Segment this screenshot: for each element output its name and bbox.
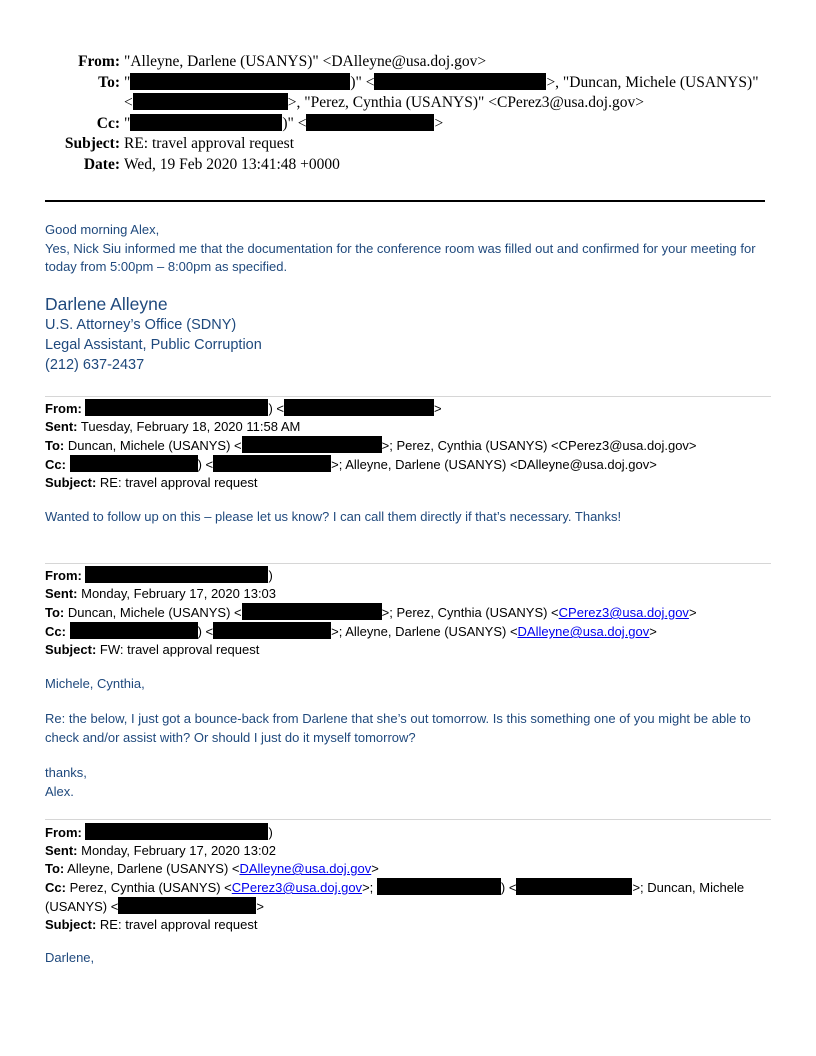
text-fragment: >; Perez, Cynthia (USANYS) < (381, 605, 559, 620)
email3-cc-row (45, 622, 775, 641)
header-cc-row (0, 114, 816, 135)
email2-subject-label: Subject: (45, 475, 97, 490)
text-fragment: ) < (197, 624, 214, 639)
header-to-row (0, 73, 816, 94)
header-from-label: From: (78, 53, 120, 70)
redaction-block (213, 622, 331, 639)
text-fragment: > (256, 899, 264, 914)
text-fragment: >; Alleyne, Darlene (USANYS) <DAlleyne@usa.doj.gov> (331, 457, 657, 472)
message1-greeting: Good morning Alex, (45, 222, 160, 237)
email2-sent-label: Sent: (45, 419, 78, 434)
email3-sent-value: Monday, February 17, 2020 13:03 (81, 586, 277, 601)
text-fragment: " (124, 73, 131, 91)
redaction-block (118, 897, 256, 914)
email4-from-row (45, 823, 775, 842)
email2-subject-row (45, 474, 775, 492)
text-fragment: >; Alleyne, Darlene (USANYS) < (331, 624, 518, 639)
email4-from-label: From: (45, 825, 82, 840)
email3-subject-label: Subject: (45, 642, 97, 657)
email2-from-row (45, 399, 775, 418)
text-fragment: ) < (500, 880, 517, 895)
text-fragment: ) < (197, 457, 214, 472)
email2-meta (45, 399, 775, 492)
text-fragment: > (688, 605, 697, 620)
signature-phone: (212) 637-2437 (45, 357, 145, 373)
email2-from-label: From: (45, 401, 82, 416)
text-fragment: > (371, 861, 379, 876)
redaction-block (130, 114, 282, 131)
email2-divider (45, 396, 771, 397)
text-fragment: < (124, 94, 133, 111)
signature-name: Darlene Alleyne (45, 294, 168, 314)
header-subject-row (0, 134, 816, 155)
text-fragment: > (434, 114, 444, 132)
text-fragment: (USANYS) < (45, 899, 119, 914)
email3-closing-block (45, 764, 775, 801)
email4-cc-row (45, 878, 775, 897)
redaction-block (85, 823, 268, 840)
email4-to-link[interactable]: DAlleyne@usa.doj.gov (239, 861, 372, 876)
email4-cc-row-cont (45, 897, 775, 916)
text-fragment: >; (362, 880, 377, 895)
email4-greeting: Darlene, (45, 950, 95, 965)
email3-to-link[interactable]: CPerez3@usa.doj.gov (558, 605, 689, 620)
redaction-block (70, 455, 198, 472)
email4-sent-value: Monday, February 17, 2020 13:02 (81, 843, 277, 858)
signature-block (45, 293, 262, 375)
redaction-block (133, 93, 288, 110)
signature-office: U.S. Attorney’s Office (SDNY) (45, 317, 237, 333)
email4-to-row (45, 860, 775, 878)
header-divider (45, 200, 765, 202)
text-fragment: > (649, 624, 657, 639)
email3-closing: thanks, (45, 765, 87, 780)
text-fragment: Duncan, Michele (USANYS) < (67, 438, 242, 453)
header-from-value: "Alleyne, Darlene (USANYS)" <DAlleyne@usa.doj.gov> (124, 53, 487, 70)
text-fragment: > (434, 401, 442, 416)
email2-subject-value: RE: travel approval request (99, 475, 258, 490)
email3-to-label: To: (45, 605, 65, 620)
redaction-block (374, 73, 546, 90)
email4-subject-value: RE: travel approval request (99, 917, 258, 932)
email3-sent-row (45, 585, 775, 603)
redaction-block (85, 399, 268, 416)
email4-sent-row (45, 842, 775, 860)
header-to-continuation (0, 93, 816, 114)
email4-cc-link[interactable]: CPerez3@usa.doj.gov (231, 880, 363, 895)
header-cc-value (124, 114, 443, 134)
email2-to-label: To: (45, 438, 65, 453)
redaction-block (130, 73, 350, 90)
text-fragment: >, "Duncan, Michele (USANYS)" (546, 73, 759, 91)
email4-subject-row (45, 916, 775, 934)
text-fragment: >; Perez, Cynthia (USANYS) <CPerez3@usa.doj.gov> (381, 438, 697, 453)
text-fragment: " (124, 114, 131, 132)
email2-to-row (45, 436, 775, 455)
email2-sent-row (45, 418, 775, 436)
email4-divider (45, 819, 771, 820)
redaction-block (242, 603, 382, 620)
text-fragment: ) (268, 825, 273, 840)
redaction-block (306, 114, 434, 131)
header-to-value (124, 73, 759, 93)
email-header (0, 52, 816, 175)
header-date-label: Date: (83, 155, 120, 173)
signature-title: Legal Assistant, Public Corruption (45, 337, 262, 353)
text-fragment: Perez, Cynthia (USANYS) < (69, 880, 232, 895)
redaction-block (70, 622, 198, 639)
email3-from-label: From: (45, 568, 82, 583)
email3-body: Re: the below, I just got a bounce-back from Darlene that she’s out tomorrow. Is this something one of you might be able to check and/or assist with? Or should I just do it myself tomorrow? (45, 711, 751, 745)
email2-cc-row (45, 455, 775, 474)
text-fragment: ) < (268, 401, 285, 416)
header-to-value-cont (124, 93, 644, 113)
message1-body (45, 221, 775, 277)
redaction-block (377, 878, 501, 895)
email3-divider (45, 563, 771, 564)
redaction-block (213, 455, 331, 472)
text-fragment: Duncan, Michele (USANYS) < (67, 605, 242, 620)
header-to-label: To: (98, 73, 120, 91)
text-fragment: )" < (350, 73, 375, 91)
text-fragment: ) (268, 568, 273, 583)
email4-subject-label: Subject: (45, 917, 97, 932)
email2-body: Wanted to follow up on this – please let us know? I can call them directly if that’s necessary. Thanks! (45, 509, 622, 524)
header-date-value: Wed, 19 Feb 2020 13:41:48 +0000 (124, 155, 340, 173)
header-date-row (0, 155, 816, 176)
text-fragment: >; Duncan, Michele (632, 880, 745, 895)
email3-cc-label: Cc: (45, 624, 66, 639)
email3-from-row (45, 566, 775, 585)
message1-text: Yes, Nick Siu informed me that the documentation for the conference room was filled out and confirmed for your meeting for today from 5:00pm – 8:00pm as specified. (45, 240, 756, 274)
text-fragment: Alleyne, Darlene (USANYS) < (67, 861, 240, 876)
email4-sent-label: Sent: (45, 843, 78, 858)
header-subject-label: Subject: (64, 135, 120, 152)
header-from-row (0, 52, 816, 73)
email3-sent-label: Sent: (45, 586, 78, 601)
redaction-block (284, 399, 434, 416)
header-cc-label: Cc: (96, 114, 120, 132)
header-subject-value: RE: travel approval request (124, 135, 295, 152)
redaction-block (516, 878, 632, 895)
text-fragment: >, "Perez, Cynthia (USANYS)" <CPerez3@usa.doj.gov> (287, 94, 644, 111)
email2-sent-value: Tuesday, February 18, 2020 11:58 AM (80, 419, 301, 434)
email4-to-label: To: (45, 861, 65, 876)
email3-subject-value: FW: travel approval request (99, 642, 260, 657)
text-fragment: )" < (282, 114, 307, 132)
email3-greeting: Michele, Cynthia, (45, 676, 145, 691)
redaction-block (242, 436, 382, 453)
email3-signoff: Alex. (45, 783, 74, 799)
email2-cc-label: Cc: (45, 457, 66, 472)
redaction-block (85, 566, 268, 583)
email3-meta (45, 566, 775, 659)
email3-cc-link[interactable]: DAlleyne@usa.doj.gov (517, 624, 650, 639)
email4-cc-label: Cc: (45, 880, 66, 895)
email4-meta (45, 823, 775, 934)
email3-subject-row (45, 641, 775, 659)
email3-to-row (45, 603, 775, 622)
